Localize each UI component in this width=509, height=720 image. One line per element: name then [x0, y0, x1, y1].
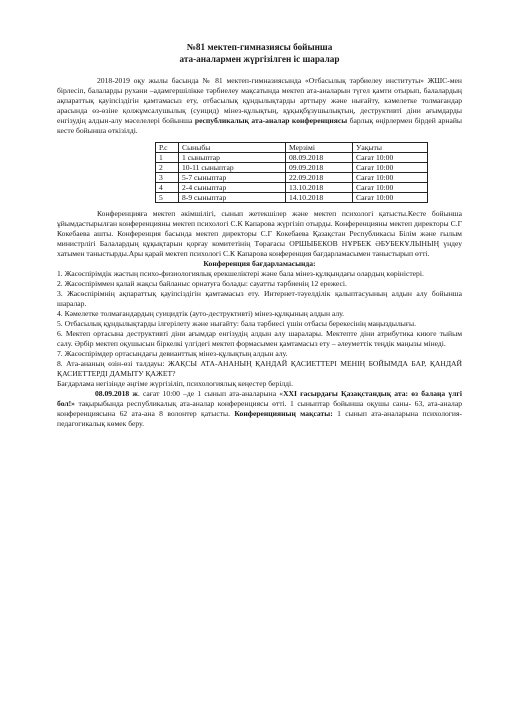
agenda-list	[57, 269, 462, 379]
agenda-item: 5. Отбасылық құндылықтарды ілгерілету және нығайту: бала тәрбиесі үшін отбасы берекесінің маңыздылығы.	[57, 319, 417, 328]
table-cell: 08.09.2018	[286, 153, 353, 163]
table-cell: 1	[156, 153, 179, 163]
summary-paragraph: Бағдарлама негізінде әңгіме жүргізіліп, психологиялық кеңестер берілді.	[57, 379, 293, 388]
schedule-row	[156, 163, 428, 173]
final-paragraph	[57, 389, 462, 429]
intro-bold: республикалық ата-аналар конференциясы	[194, 116, 348, 125]
table-cell: 09.09.2018	[286, 163, 353, 173]
table-cell: 4	[156, 183, 179, 193]
intro-text: 2018-2019 оқу жылы басында № 81 мектеп-гимназиясында «Отбасылық тәрбиелеу институты» ЖШС-мен бірлесіп, балаларды рухани –адамгершілікке тәрбиелеу мақсатында мектеп ата-аналарын түгел қамти отырып, балалардың ақпараттық қауіпсіздігін қамтамасыз ету, отбасылық құндылықтарды арттыру және нығайту, кәмелетке толмағандар арасында өз-өзіне қолжұмсалушылық (суицид) мінез-құлықтың, құқықбұзушылықтың, деструктивті діни ағымдарды енгізудің алдын-алу мәселелері бойынша	[57, 76, 462, 125]
agenda-item: 4. Кәмелетке толмағандардың суицидтік (ауто-деструктивті) мінез-құлқының алдын алу.	[57, 309, 345, 318]
document-title	[57, 41, 462, 65]
agenda-heading: Конференция бағдарламасында:	[203, 259, 316, 268]
agenda-item: 3. Жасөспірімнің ақпараттық қауіпсіздігін қамтамасыз ету. Интернет-тәуелділік қалыптасуының алдын алу бойынша шаралар.	[57, 289, 462, 308]
schedule-row	[156, 173, 428, 183]
header-cell: Сыныбы	[179, 143, 286, 153]
table-cell: 3	[156, 173, 179, 183]
table-cell: 5-7 сыныптар	[179, 173, 286, 183]
agenda-item: 2. Жасөспіріммен қалай жақсы байланыс орнатуға болады: сауатты тәрбиенің 12 ережесі.	[57, 279, 347, 288]
schedule-row	[156, 153, 428, 163]
header-cell: Р.с	[156, 143, 179, 153]
table-cell: 10-11 сыныптар	[179, 163, 286, 173]
final-text-2: тақырыбында республикалық ата-аналар конференциясы өтті. 1 сыныптар бойынша оқушы саны- 63, ата-аналар конференциясына 62 ата-ана 8 волонтер қатысты.	[57, 399, 462, 418]
intro-paragraph	[57, 76, 462, 136]
title-line-2: ата-аналармен жүргізілген іс шаралар	[179, 54, 340, 64]
final-goal-label: Конференцияның мақсаты:	[234, 409, 333, 418]
table-cell: 22.09.2018	[286, 173, 353, 183]
table-cell: 2-4 сыныптар	[179, 183, 286, 193]
agenda-item: 8. Ата-ананың өзін-өзі талдауы: ЖАҚСЫ АТА-АНАНЫҢ ҚАНДАЙ ҚАСИЕТТЕРІ МЕНІҢ БОЙЫМДА БАР, ҚАНДАЙ ҚАСИЕТТЕРДІ ДАМЫТУ ҚАЖЕТ?	[57, 359, 462, 378]
final-date: 08.09.2018 ж	[95, 389, 138, 398]
table-cell: 8-9 сыныптар	[179, 193, 286, 203]
agenda-item: 1. Жасөспірімдік жастың психо-физиологиялық ерекшеліктері және бала мінез-құлқындағы олардың көріністері.	[57, 269, 424, 278]
table-cell: Сағат 10:00	[353, 163, 428, 173]
table-cell: 1 сыныптар	[179, 153, 286, 163]
table-cell: 13.10.2018	[286, 183, 353, 193]
table-cell: 2	[156, 163, 179, 173]
schedule-row	[156, 193, 428, 203]
header-cell: Мерзімі	[286, 143, 353, 153]
agenda-item: 6. Мектеп ортасына деструктивті діни ағымдар енгізудің алдын алу шаралары. Мектепте діни атрибутика киюге тыйым салу. Әрбір мектеп оқушысын біркелкі үлгідегі мектеп формасымен қамтамасыз ету – әлеуметтік теңдік маңызы мінеді.	[57, 329, 462, 348]
intro-tail: барлық өңірлермен бірдей арнайы кесте бойынша өткізілді.	[57, 116, 462, 135]
final-text-1: . сағат 10:00 –де 1 сынып ата-аналарына «	[137, 389, 284, 398]
table-cell: 5	[156, 193, 179, 203]
table-cell: Сағат 10:00	[353, 153, 428, 163]
schedule-row	[156, 183, 428, 193]
table-cell: Сағат 10:00	[353, 193, 428, 203]
agenda-item: 7. Жасөспірімдер ортасындағы девианттық мінез-құлықтың алдын алу.	[57, 349, 288, 358]
table-cell: 14.10.2018	[286, 193, 353, 203]
title-line-1: №81 мектеп-гимназиясы бойынша	[186, 42, 333, 52]
final-text-3: 1 сынып ата-аналарына психология-педагогикалық көмек беру.	[57, 409, 463, 428]
final-topic: XXI ғасырдағы Қазақстандық ата: өз балаңа үлгі бол!»	[57, 389, 462, 408]
schedule-table	[155, 142, 428, 203]
header-cell: Уақыты	[353, 143, 428, 153]
table-cell: Сағат 10:00	[353, 183, 428, 193]
schedule-header-row	[156, 143, 428, 153]
table-cell: Сағат 10:00	[353, 173, 428, 183]
conference-paragraph: Конференцияға мектеп әкімшілігі, сынып жетекшілер және мектеп психологі қатысты.Кесте бойынша ұйымдастырылған конференцияны мектеп психологі С.К Капарова жүргізіп отырды. Конференцияны мектеп директоры С.Г Кокебаева ашты. Конференция басында мектеп директоры С.Г Кокебаева Қазақстан Республикасы Білім және ғылым министрлігі Балалардың құқықтарын қорғау комитетінің Төрағасы ОРШЫБЕКОВ НҰРБЕК ӘБУБЕКҰЛЫНЫҢ үндеу хатымен таныстырды.Ары қарай мектеп психологі С.К Капарова конференция бағдарламасымен таныстырып өтті.	[57, 209, 462, 258]
